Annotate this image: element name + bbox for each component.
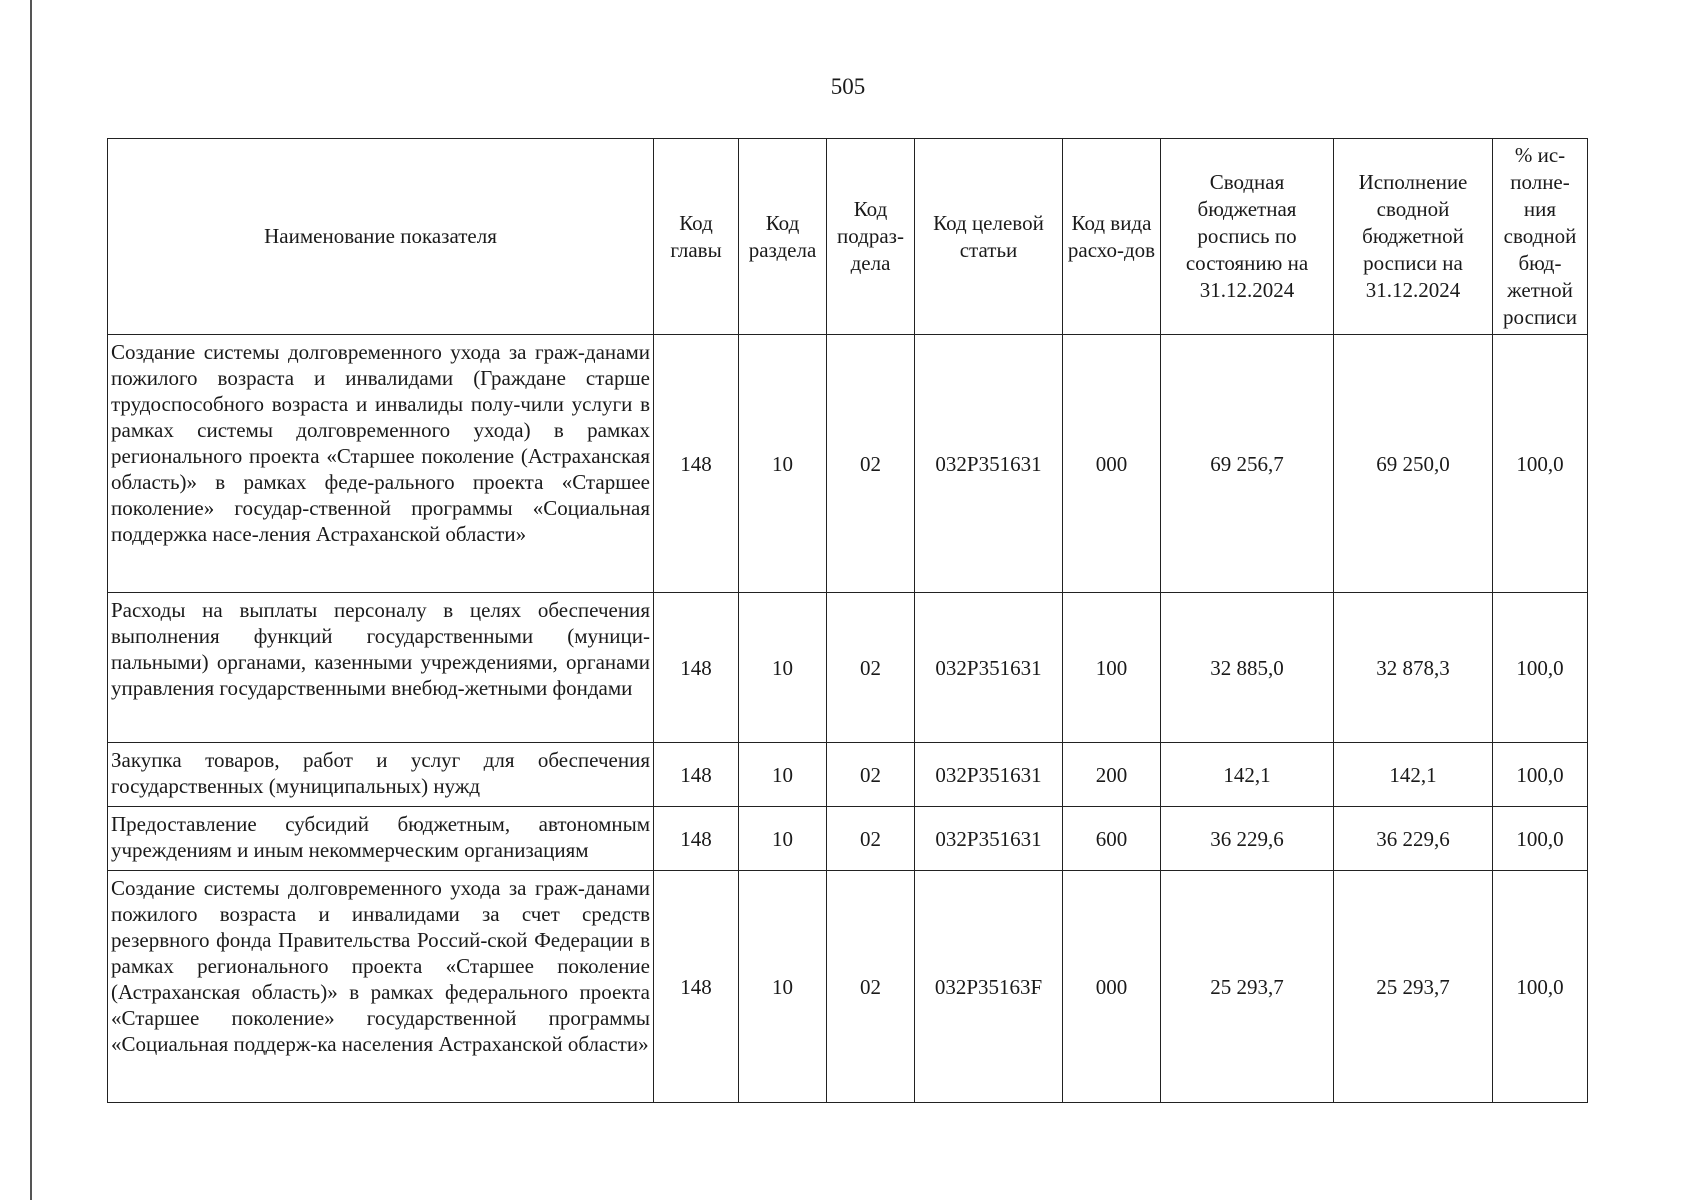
row-budget: 142,1 — [1161, 743, 1334, 807]
row-name: Расходы на выплаты персоналу в целях обеспечения выполнения функций государственными (муници-пальными) органами, казенными учреждениями, органами управления государственными внебюд-жетными фондами — [108, 593, 654, 743]
row-section-code: 10 — [739, 593, 827, 743]
header-target-code: Код целевой статьи — [915, 139, 1063, 335]
row-budget: 32 885,0 — [1161, 593, 1334, 743]
header-budget: Сводная бюджетная роспись по состоянию на 31.12.2024 — [1161, 139, 1334, 335]
row-percent: 100,0 — [1493, 593, 1588, 743]
row-target-code: 032P35163F — [915, 871, 1063, 1103]
row-name: Закупка товаров, работ и услуг для обеспечения государственных (муниципальных) нужд — [108, 743, 654, 807]
row-budget: 36 229,6 — [1161, 807, 1334, 871]
header-name: Наименование показателя — [108, 139, 654, 335]
row-percent: 100,0 — [1493, 807, 1588, 871]
row-expense-type-code: 000 — [1063, 871, 1161, 1103]
row-chapter-code: 148 — [654, 743, 739, 807]
row-expense-type-code: 000 — [1063, 335, 1161, 593]
header-execution: Исполнение сводной бюджетной росписи на 31.12.2024 — [1334, 139, 1493, 335]
table-row — [108, 593, 1588, 743]
row-target-code: 032P351631 — [915, 593, 1063, 743]
row-name: Создание системы долговременного ухода за граж-данами пожилого возраста и инвалидами (Граждане старше трудоспособного возраста и инвалиды полу-чили услуги в рамках системы долговременного ухода) в рамках регионального проекта «Старшее поколение (Астраханская область)» в рамках феде-рального проекта «Старшее поколение» государ-ственной программы «Социальная поддержка насе-ления Астраханской области» — [108, 335, 654, 593]
row-execution: 32 878,3 — [1334, 593, 1493, 743]
row-section-code: 10 — [739, 335, 827, 593]
row-chapter-code: 148 — [654, 335, 739, 593]
page-number: 505 — [830, 74, 866, 99]
budget-table — [107, 138, 1588, 1103]
table-row — [108, 743, 1588, 807]
row-name: Предоставление субсидий бюджетным, автономным учреждениям и иным некоммерческим организациям — [108, 807, 654, 871]
header-chapter-code: Код главы — [654, 139, 739, 335]
row-subsection-code: 02 — [827, 593, 915, 743]
row-target-code: 032P351631 — [915, 807, 1063, 871]
row-percent: 100,0 — [1493, 743, 1588, 807]
table-row — [108, 807, 1588, 871]
row-chapter-code: 148 — [654, 593, 739, 743]
row-budget: 25 293,7 — [1161, 871, 1334, 1103]
header-percent: % ис-полне-ния сводной бюд-жетной росписи — [1493, 139, 1588, 335]
row-section-code: 10 — [739, 807, 827, 871]
row-name: Создание системы долговременного ухода за граж-данами пожилого возраста и инвалидами за счет средств резервного фонда Правительства Россий-ской Федерации в рамках регионального проекта «Старшее поколение (Астраханская область)» в рамках федерального проекта «Старшее поколение» государственной программы «Социальная поддерж-ка населения Астраханской области» — [108, 871, 654, 1103]
row-subsection-code: 02 — [827, 743, 915, 807]
row-execution: 142,1 — [1334, 743, 1493, 807]
row-section-code: 10 — [739, 871, 827, 1103]
margin-line — [30, 0, 32, 1200]
row-target-code: 032P351631 — [915, 743, 1063, 807]
row-execution: 36 229,6 — [1334, 807, 1493, 871]
header-section-code: Код раздела — [739, 139, 827, 335]
header-expense-type-code: Код вида расхо-дов — [1063, 139, 1161, 335]
row-expense-type-code: 600 — [1063, 807, 1161, 871]
row-budget: 69 256,7 — [1161, 335, 1334, 593]
table-row — [108, 335, 1588, 593]
row-section-code: 10 — [739, 743, 827, 807]
row-target-code: 032P351631 — [915, 335, 1063, 593]
row-expense-type-code: 200 — [1063, 743, 1161, 807]
row-expense-type-code: 100 — [1063, 593, 1161, 743]
row-execution: 25 293,7 — [1334, 871, 1493, 1103]
row-percent: 100,0 — [1493, 871, 1588, 1103]
header-row — [108, 139, 1588, 335]
row-chapter-code: 148 — [654, 807, 739, 871]
row-percent: 100,0 — [1493, 335, 1588, 593]
row-subsection-code: 02 — [827, 871, 915, 1103]
row-execution: 69 250,0 — [1334, 335, 1493, 593]
table-row — [108, 871, 1588, 1103]
header-subsection-code: Код подраз-дела — [827, 139, 915, 335]
row-chapter-code: 148 — [654, 871, 739, 1103]
row-subsection-code: 02 — [827, 807, 915, 871]
row-subsection-code: 02 — [827, 335, 915, 593]
